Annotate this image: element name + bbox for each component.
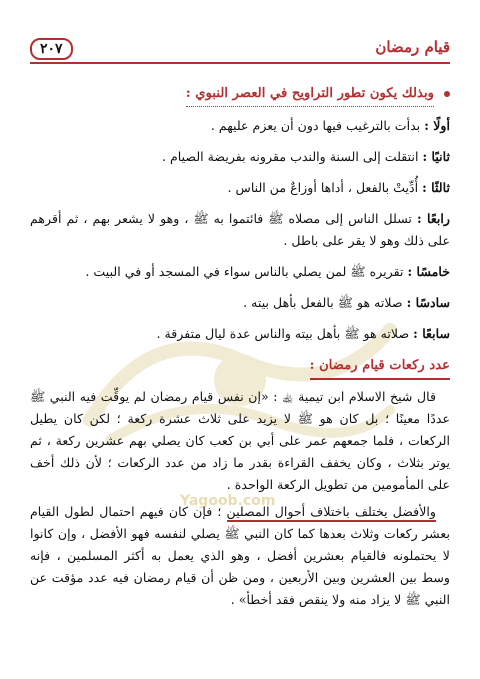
- page-number: ٢٠٧: [30, 38, 73, 60]
- list-item: [30, 115, 450, 137]
- section1-heading: وبذلك يكون تطور التراويح في العصر النبوي :: [186, 83, 434, 107]
- item-text: انتقلت إلى السنة والندب مقرونه بفريضة الصيام .: [161, 149, 419, 164]
- item-text: تقريره ﷺ لمن يصلي بالناس سواء في المسجد أو في البيت .: [85, 264, 404, 279]
- bullet-icon: [444, 91, 450, 97]
- list-item: [30, 146, 450, 168]
- item-text: صلاته هو ﷺ بالفعل بأهل بيته .: [243, 295, 403, 310]
- item-label: خامسًا :: [407, 264, 450, 279]
- section2-heading-line: [30, 354, 450, 380]
- list-item: [30, 261, 450, 283]
- section2-heading: عدد ركعات قيام رمضان :: [310, 355, 450, 380]
- item-text: صلاته هو ﷺ بأهل بيته والناس عدة ليال متفرقة .: [156, 326, 410, 341]
- watermark-text: Yagoob.com: [180, 493, 276, 509]
- item-label: سادسًا :: [406, 295, 450, 310]
- section1-heading-line: [30, 82, 450, 107]
- item-label: سابعًا :: [413, 326, 450, 341]
- list-item: [30, 323, 450, 345]
- item-label: أولًا :: [424, 118, 450, 133]
- running-title: قيام رمضان: [375, 38, 450, 56]
- item-label: ثانيًا :: [422, 149, 450, 164]
- highlighted-phrase: والأفضل يختلف باختلاف أحوال المصلين: [227, 504, 436, 522]
- item-label: ثالثًا :: [422, 180, 450, 195]
- page-content: [30, 82, 450, 616]
- list-item: [30, 292, 450, 314]
- list-item: [30, 208, 450, 252]
- item-text: أُدِّيتْ بالفعل ، أداها أوزاعٌ من الناس .: [227, 180, 419, 195]
- page-header: [30, 36, 450, 64]
- item-text: تسلل الناس إلى مصلاه ﷺ فائتموا به ﷺ ، وهو لا يشعر بهم ، ثم أقرهم على ذلك وهو لا يقر على باطل .: [30, 211, 450, 248]
- list-item: [30, 177, 450, 199]
- paragraph: قال شيخ الاسلام ابن تيمية ﵀ : «إن نفس قيام رمضان لم يوقِّت فيه النبي ﷺ عددًا معينًا ؛ بل كان هو ﷺ لا يزيد على ثلاث عشرة ركعة ؛ لكن كان يطيل الركعات ، فلما جمعهم عمر على أبي بن كعب كان يصلي بهم عشرين ركعة ، ثم يوتر بثلاث ، وكان يخفف القراءة بقدر ما زاد من عدد الركعات ؛ لأن ذلك أخف على المأمومين من تطويل الركعة الواحدة .: [30, 389, 450, 492]
- item-text: بدأت بالترغيب فيها دون أن يعزم عليهم .: [210, 118, 421, 133]
- paragraph: [30, 501, 450, 611]
- paragraph-text: ؛ فإن كان فيهم احتمال لطول القيام بعشر ركعات وثلاث بعدها كما كان النبي ﷺ يصلي لنفسه فهو الأفضل ، وإن كانوا لا يحتملونه فالقيام بعشرين أفضل ، وهو الذي يعمل به أكثر المسلمين ، فإنه وسط بين العشرين وبين الأربعين ، ومن ظن أن قيام رمضان فيه عدد مؤقت عن النبي ﷺ لا يزاد منه ولا ينقص فقد أخطأ» .: [30, 504, 450, 607]
- item-label: رابعًا :: [416, 211, 450, 226]
